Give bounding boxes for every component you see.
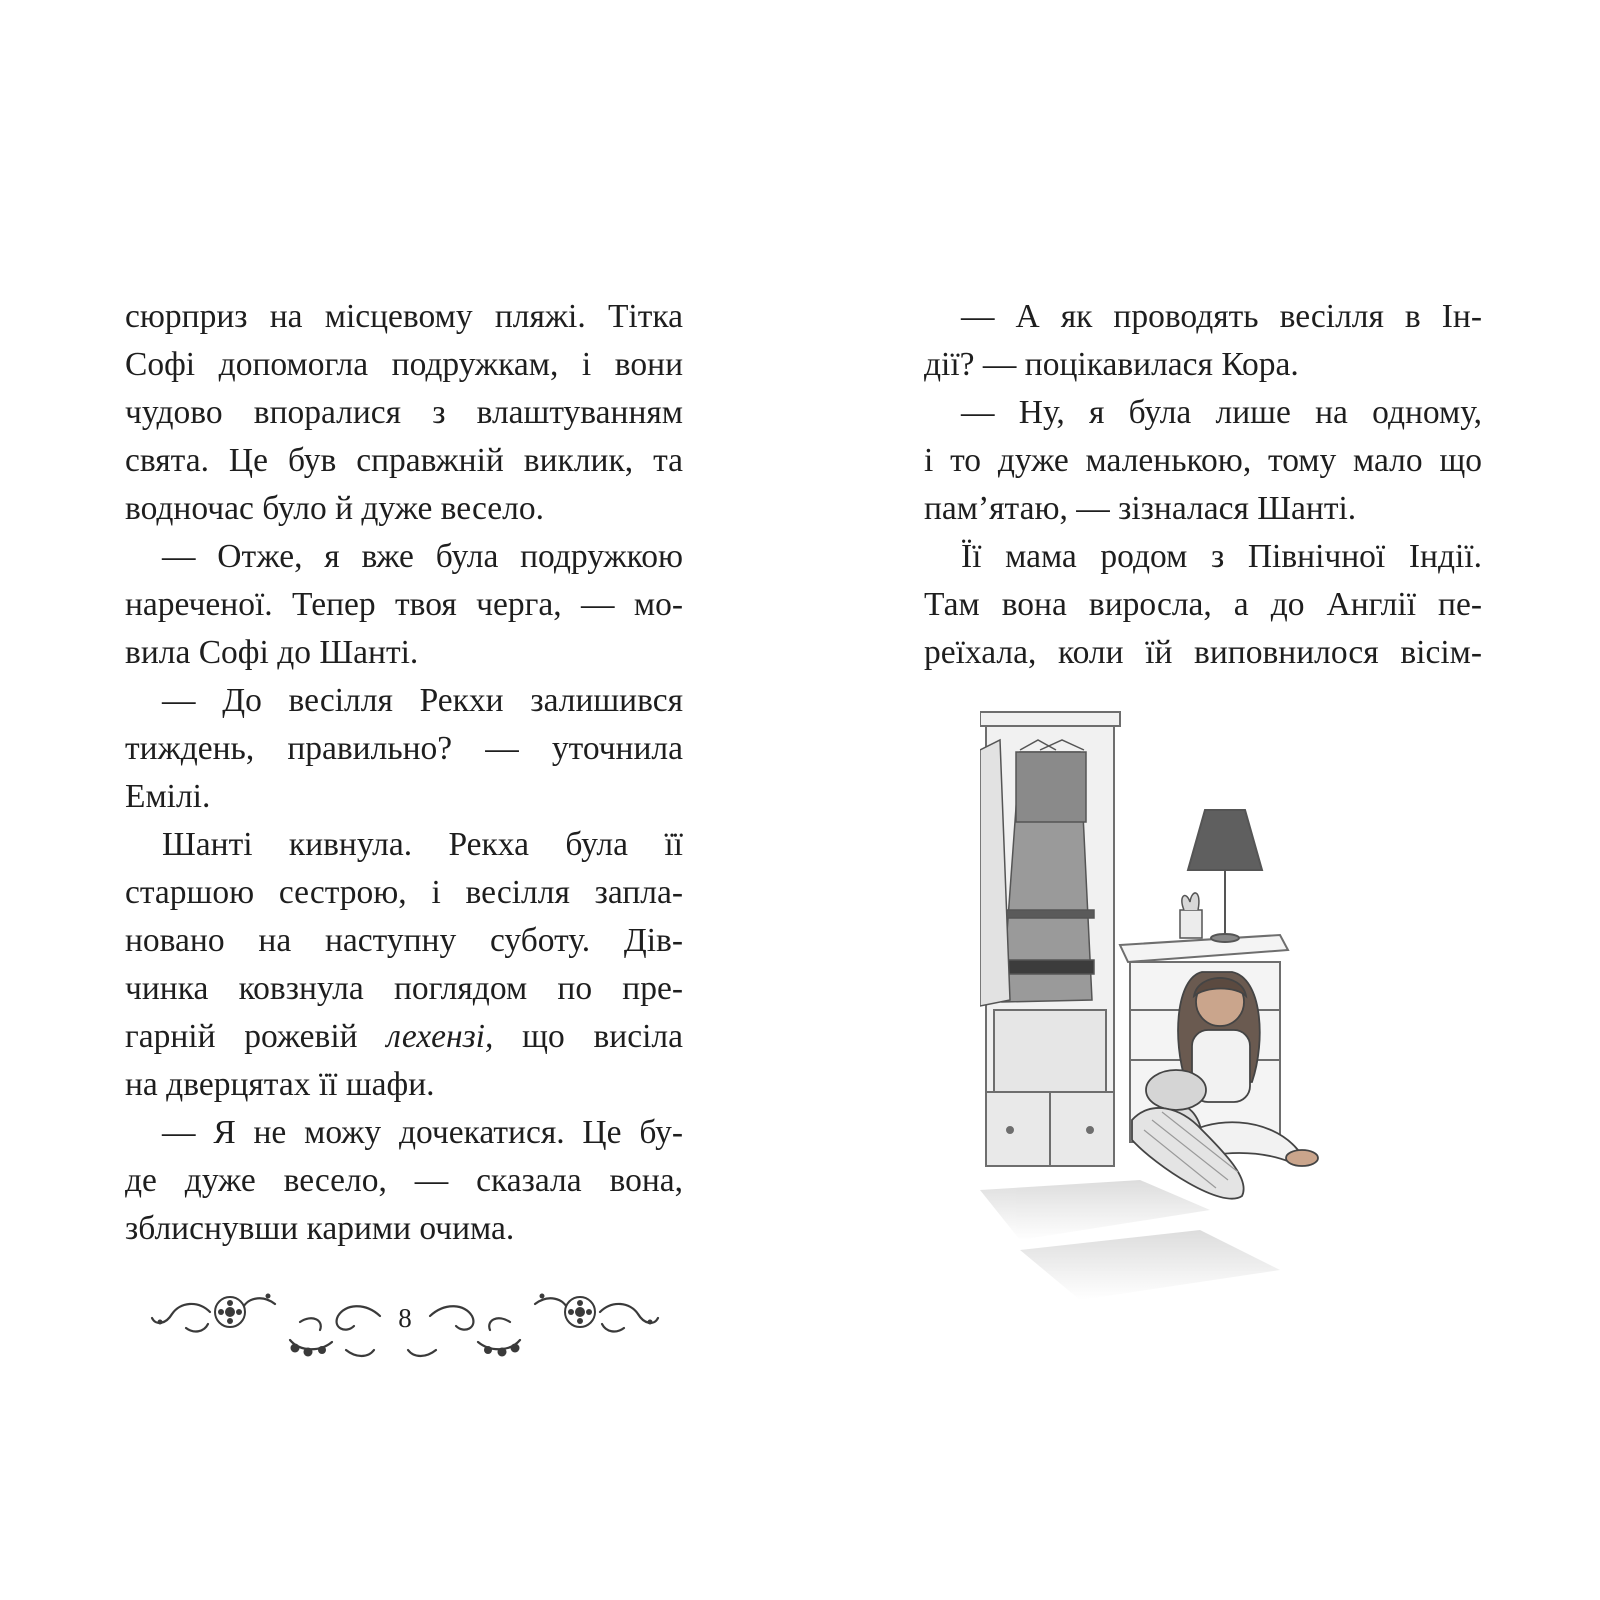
text-line: вила Софі до Шанті.	[125, 634, 419, 671]
text-line: реїхала, коли їй виповнилося вісім-	[924, 634, 1482, 671]
text-line: свята. Це був справжній виклик, та	[125, 442, 683, 479]
text-line: Її мама родом з Північної Індії.	[961, 538, 1482, 575]
text-line: — Отже, я вже була подружкою	[162, 538, 683, 575]
text-line: Емілі.	[125, 778, 211, 815]
text-line: де дуже весело, — сказала вона,	[125, 1162, 683, 1199]
text-line: і то дуже маленькою, тому мало що	[924, 442, 1482, 479]
text-line: Софі допомогла подружкам, і вони	[125, 346, 683, 383]
left-text-column	[125, 293, 683, 1253]
text-line: пам’ятаю, — зізналася Шанті.	[924, 490, 1357, 527]
text-line: водночас було й дуже весело.	[125, 490, 544, 527]
text-line: Там вона виросла, а до Англії пе-	[924, 586, 1482, 623]
girl-in-bedroom-illustration	[980, 710, 1350, 1300]
text-line-with-italic	[125, 1013, 683, 1061]
text-line: дії? — поцікавилася Кора.	[924, 346, 1299, 383]
text-line: старшою сестрою, і весілля запла-	[125, 874, 683, 911]
text-line: зблиснувши карими очима.	[125, 1210, 515, 1247]
text-line: новано на наступну суботу. Дів-	[125, 922, 683, 959]
right-text-column	[924, 293, 1482, 677]
italic-term: лехензі,	[386, 1018, 494, 1055]
text-line: — Я не можу дочекатися. Це бу-	[162, 1114, 683, 1151]
page-number: 8	[398, 1303, 412, 1333]
text-line: тиждень, правильно? — уточнила	[125, 730, 683, 767]
text-line: нареченої. Тепер твоя черга, — мо-	[125, 586, 683, 623]
text-line: чудово впоралися з влаштуванням	[125, 394, 683, 431]
text-line: Шанті кивнула. Рекха була її	[162, 826, 683, 863]
text-line: сюрприз на місцевому пляжі. Тітка	[125, 298, 683, 335]
text-line: на дверцятах її шафи.	[125, 1066, 435, 1103]
text-segment: що висіла	[522, 1018, 683, 1055]
text-line: — А як проводять весілля в Ін-	[961, 298, 1482, 335]
text-line: чинка ковзнула поглядом по пре-	[125, 970, 683, 1007]
text-segment: гарній рожевій	[125, 1018, 358, 1055]
text-line: — Ну, я була лише на одному,	[961, 394, 1482, 431]
page-footer	[150, 1282, 660, 1362]
text-line: — До весілля Рекхи залишився	[162, 682, 683, 719]
